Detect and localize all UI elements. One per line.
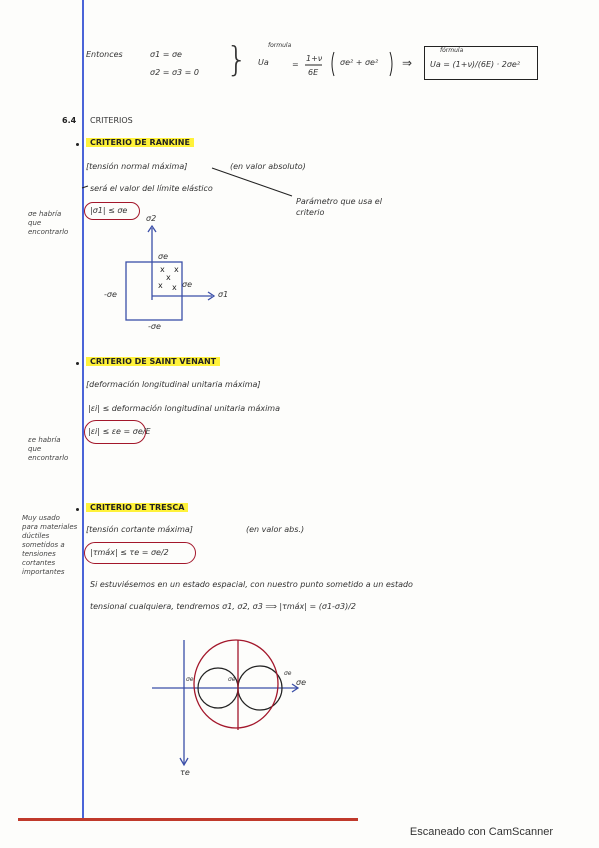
tresca-bracket-text: [tensión cortante máxima] [86, 525, 193, 534]
saint-venant-formula: |εi| ≤ εe = σe/E [88, 427, 151, 436]
tresca-after-bracket: (en valor abs.) [246, 525, 305, 534]
intro-result-label: fórmula [440, 47, 464, 54]
tresca-label-left: σe [186, 676, 194, 683]
rankine-annotation: Parámetro que usa el criterio [296, 197, 382, 217]
svg-text:x: x [158, 281, 163, 290]
bottom-rule [18, 818, 358, 821]
tresca-title: CRITERIO DE TRESCA [86, 503, 188, 512]
svg-text:x: x [174, 265, 179, 274]
section-title: CRITERIOS [90, 116, 133, 125]
rankine-line2: será el valor del límite elástico [90, 184, 213, 193]
section-number: 6.4 [62, 116, 77, 125]
intro-formula-label: formula [268, 42, 292, 49]
intro-eq: = [292, 60, 299, 69]
rankine-label-top: σe [158, 252, 168, 261]
intro-result: Ua = (1+ν)/(6E) · 2σe² [430, 60, 521, 69]
rankine-title: CRITERIO DE RANKINE [86, 138, 194, 147]
tresca-label-mid: σe [228, 676, 236, 683]
saint-venant-title: CRITERIO DE SAINT VENANT [86, 357, 220, 366]
intro-frac-den: 6E [308, 68, 319, 77]
svg-text:x: x [166, 273, 171, 282]
rankine-label-left: -σe [104, 290, 117, 299]
saint-venant-bracket-text: [deformación longitudinal unitaria máxima] [86, 380, 261, 389]
saint-venant-line2: |εi| ≤ deformación longitudinal unitaria máxima [88, 404, 280, 413]
intro-bracket-lines [305, 52, 392, 76]
svg-text:x: x [172, 283, 177, 292]
footer-watermark: Escaneado con CamScanner [409, 826, 553, 838]
tresca-line2: tensional cualquiera, tendremos σ1, σ2, σ3 ⟹ |τmáx| = (σ1-σ3)/2 [90, 602, 356, 611]
rankine-points [158, 265, 179, 292]
rankine-axis-v: σ2 [146, 214, 157, 223]
intro-condition-2: σ2 = σ3 = 0 [150, 68, 199, 77]
tresca-axis-v: τe [180, 768, 190, 777]
intro-brace: } [226, 40, 248, 80]
rankine-label-bottom: -σe [148, 322, 161, 331]
intro-condition-1: σ1 = σe [150, 50, 182, 59]
intro-bracket-body: σe² + σe² [340, 58, 379, 67]
rankine-bracket-text: [tensión normal máxima] [86, 162, 188, 171]
intro-frac-num: 1+ν [306, 54, 323, 63]
mohr-envelope [194, 640, 278, 730]
intro-ua: Ua [258, 58, 269, 67]
tresca-side-note: Muy usado para materiales dúctiles sometidos a tensiones cortantes importantes [22, 514, 78, 576]
tresca-formula: |τmáx| ≤ τe = σe/2 [90, 548, 169, 557]
rankine-label-right: σe [182, 280, 192, 289]
intro-entonces: Entonces [86, 50, 123, 59]
tresca-line1: Si estuviésemos en un estado espacial, con nuestro punto sometido a un estado [90, 580, 413, 589]
svg-text:x: x [160, 265, 165, 274]
rankine-after-bracket: (en valor absoluto) [230, 162, 306, 171]
rankine-axis-h: σ1 [218, 290, 229, 299]
rankine-formula: |σ1| ≤ σe [90, 206, 128, 215]
intro-arrow: ⇒ [402, 56, 413, 70]
rankine-arrows [82, 168, 292, 196]
tresca-axis-h: σe [296, 678, 306, 687]
rankine-side-note: σe habría que encontrarlo [28, 210, 69, 236]
tresca-label-right: σe [284, 670, 292, 677]
saint-venant-side-note: εe habría que encontrarlo [28, 436, 69, 462]
